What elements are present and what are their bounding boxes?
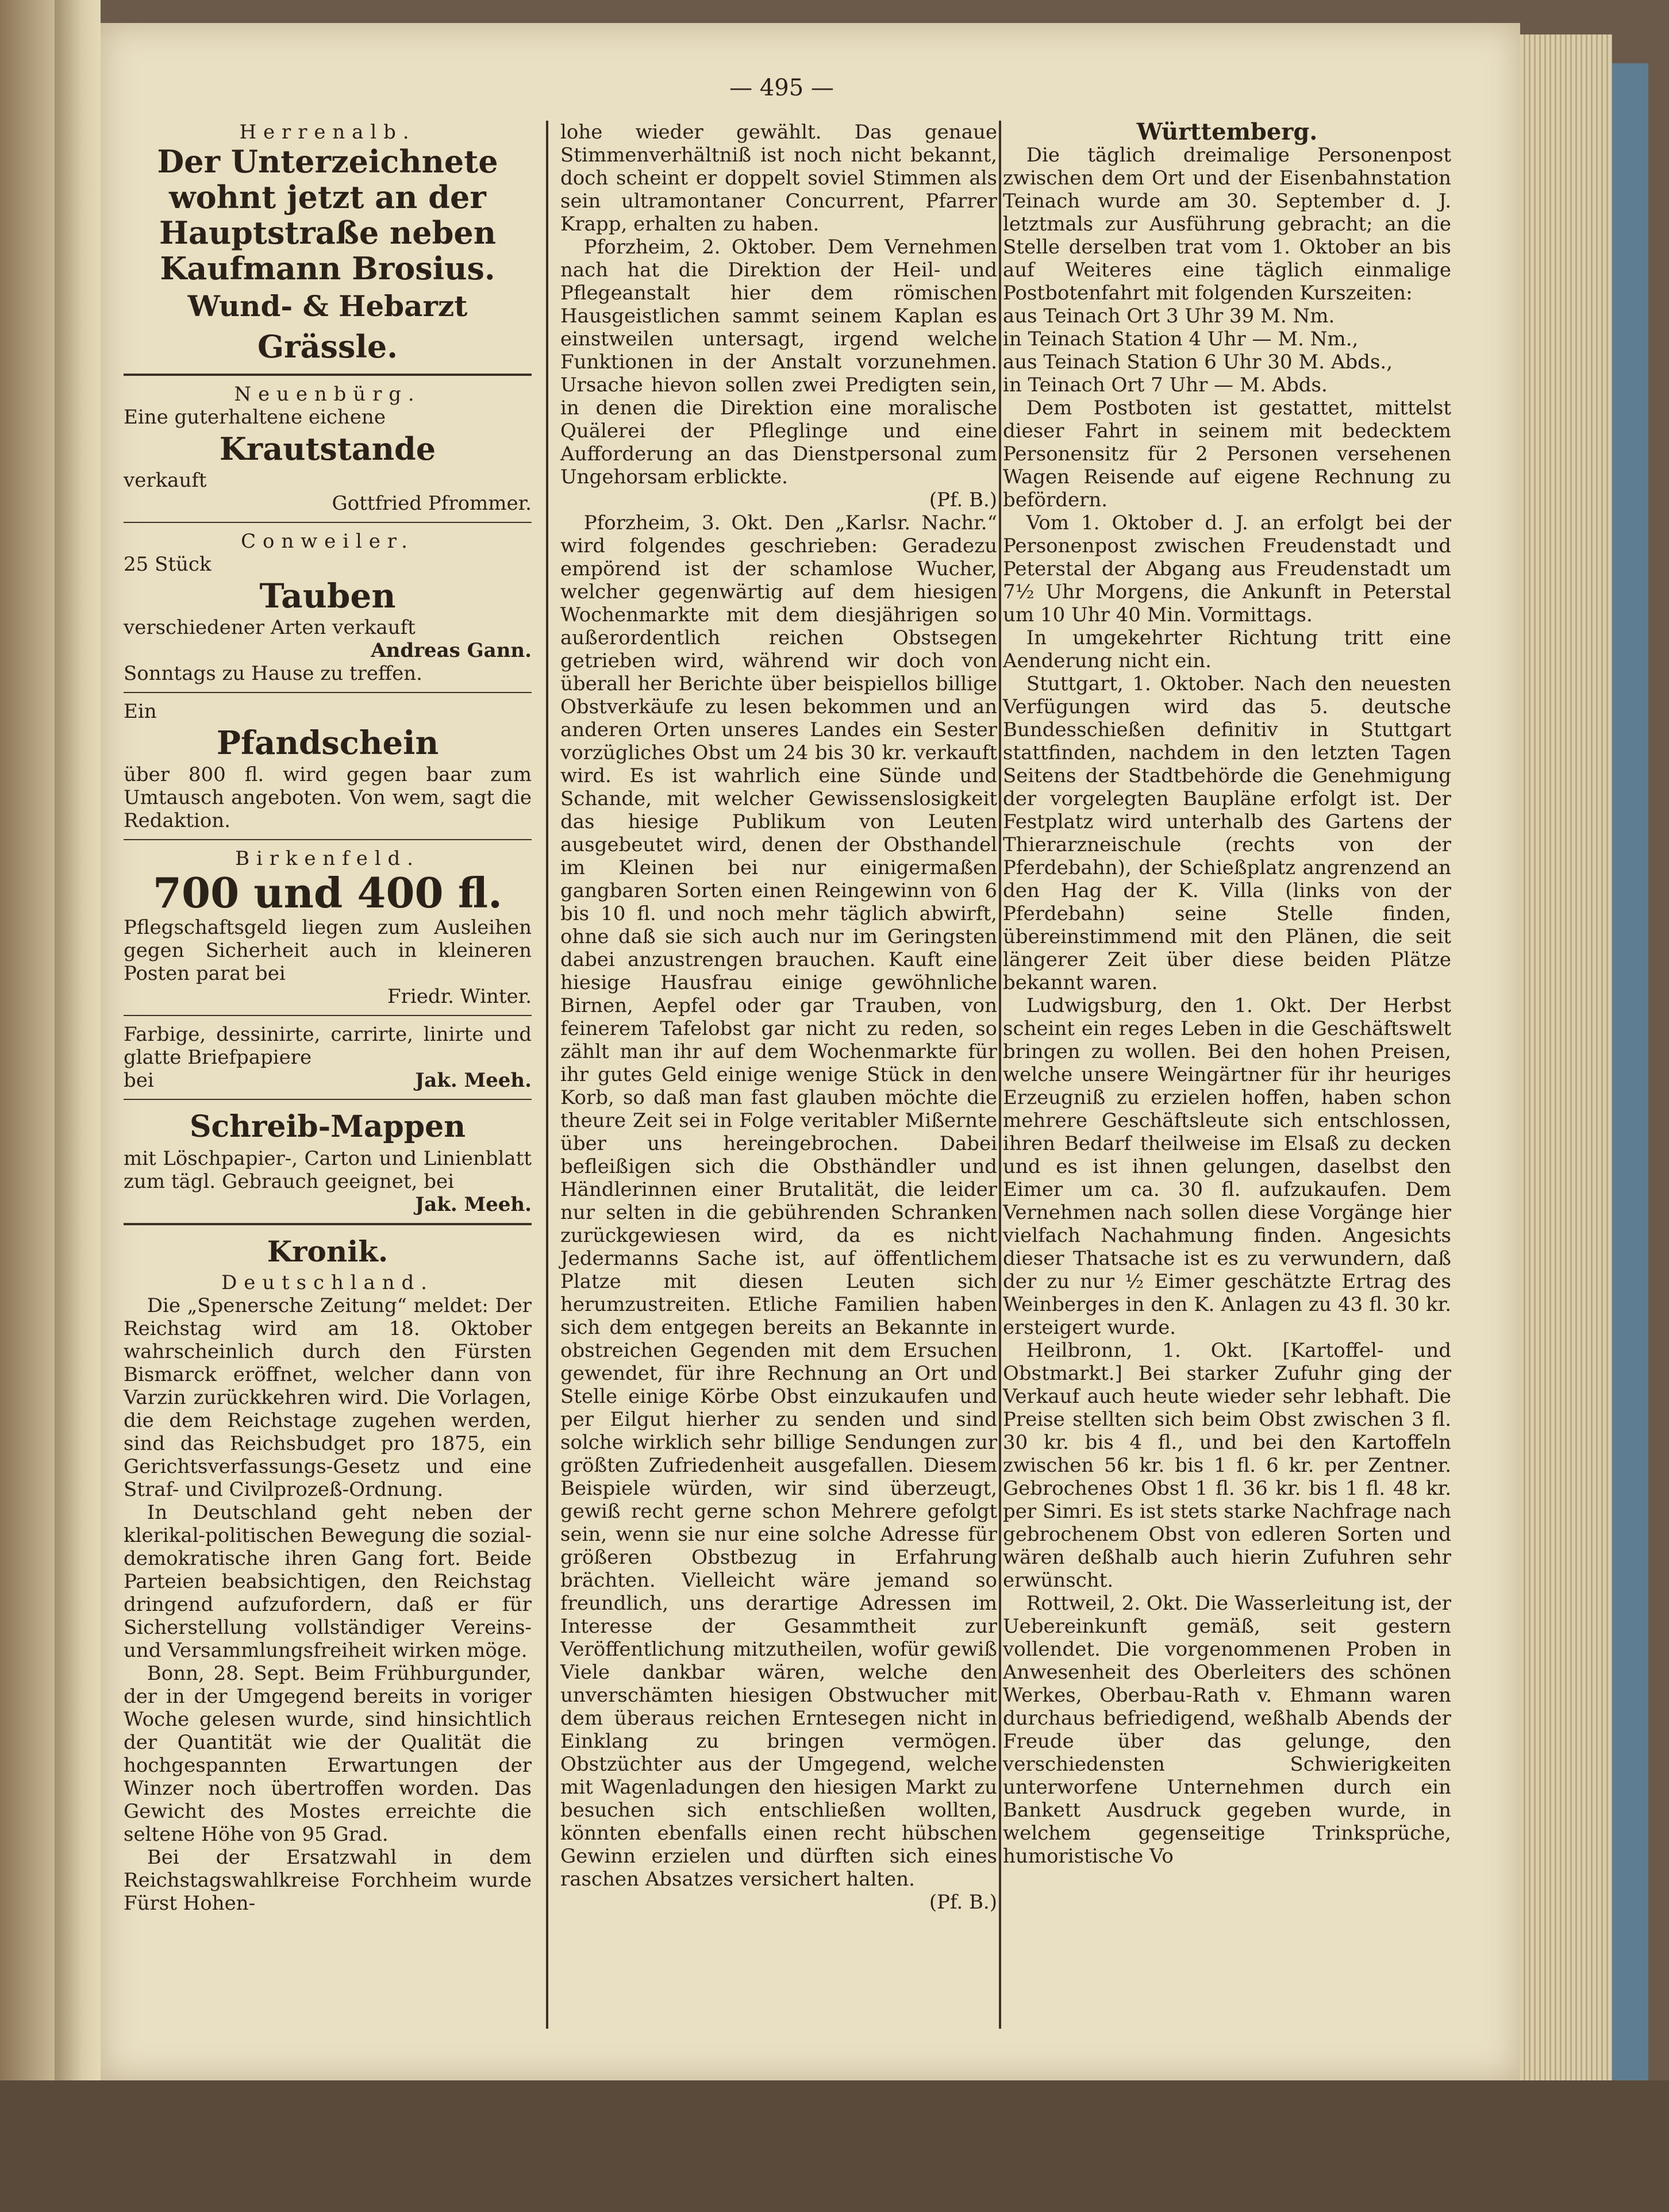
herrenalb-role: Wund- & Hebarzt <box>187 289 468 323</box>
neuenbuerg-seller: Gottfried Pfrommer. <box>332 492 532 515</box>
article-paragraph: Rottweil, 2. Okt. Die Wasserleitung ist, der Uebereinkunft gemäß, seit gestern vollendet. Die vorgenommenen Proben in Anwesenheit des Oberleiters des schönen Werkes, Oberbau-Rath v. Ehmann waren durchaus befriedigend, weßhalb Abends der Freude über das gelunge, den verschiedensten Schwierigkeiten unterworfene Unternehmen durch ein Bankett Ausdruck gegeben wurde, in welchem gegenseitige Trinksprüche, humoristische Vo <box>1003 1592 1452 1868</box>
article-paragraph: Die „Spenersche Zeitung“ meldet: Der Reichstag wird am 18. Oktober wahrscheinlich durch den Fürsten Bismarck eröffnet, welcher dann von Varzin zurückkehren wird. Die Vorlagen, die dem Reichstage zugehen werden, sind das Reichsbudget pro 1875, ein Gerichtsverfassungs-Gesetz und eine Straf- und Civilprozeß-Ordnung. <box>124 1294 532 1501</box>
article-paragraph: Die täglich dreimalige Personenpost zwischen dem Ort und der Eisenbahnstation Teinach wurde am 30. September d. J. letztmals zur Ausführung gebracht; an die Stelle derselben trat vom 1. Oktober an bis auf Weiteres eine täglich einmalige Postbotenfahrt mit folgenden Kurszeiten: <box>1003 144 1451 305</box>
pfand-ein: Ein <box>124 700 157 723</box>
left-page-edge <box>0 0 55 2212</box>
mappen-name: Jak. Meeh. <box>415 1193 532 1216</box>
birkenfeld-place: Birkenfeld. <box>235 847 420 870</box>
birkenfeld-name: Friedr. Winter. <box>387 985 532 1008</box>
article-paragraph: Vom 1. Oktober d. J. an erfolgt bei der Personenpost zwischen Freudenstadt und Peterstal der Abgang aus Freudenstadt um 7½ Uhr Morgens, die Ankunft in Peterstal um 10 Uhr 40 Min. Vormittags. <box>1003 511 1451 626</box>
column-rule-1 <box>546 121 548 2029</box>
papier-name: Jak. Meeh. <box>415 1069 532 1092</box>
column-rule-2 <box>999 121 1001 2029</box>
bottom-shadow <box>0 2080 1669 2212</box>
article-paragraph: lohe wieder gewählt. Das genaue Stimmenverhältniß ist noch nicht bekannt, doch scheint er doppelt soviel Stimmen als sein ultramontaner Concurrent, Pfarrer Krapp, erhalten zu haben. <box>560 121 997 236</box>
column-2 <box>560 121 997 1914</box>
pfand-text: über 800 fl. wird gegen baar zum Umtausch angeboten. Von wem, sagt die Redaktion. <box>124 763 532 832</box>
conweiler-when: Sonntags zu Hause zu treffen. <box>124 662 422 685</box>
divider <box>124 1099 532 1100</box>
deutschland-heading: Deutschland. <box>221 1271 434 1294</box>
papier-text: Farbige, dessinirte, carrirte, linirte und glatte Briefpapiere <box>124 1023 532 1069</box>
article-paragraph: In umgekehrter Richtung tritt eine Aenderung nicht ein. <box>1003 626 1451 672</box>
article-paragraph: Ludwigsburg, den 1. Okt. Der Herbst scheint ein reges Leben in die Geschäftswelt bringen zu wollen. Bei den hohen Preisen, welche unsere Weingärtner für ihr heuriges Erzeugniß zu erzielen hoffen, haben schon mehrere Geschäftsleute sich entschlossen, ihren Bedarf theilweise im Elsaß zu decken und es ist ihnen gelungen, daselbst den Eimer um ca. 30 fl. aufzukaufen. Dem Vernehmen nach sollen diese Vorgänge hier vielfach Nachahmung finden. Angesichts dieser Thatsache ist es zu verwundern, daß der zu nur ½ Eimer geschätzte Ertrag des Weinberges in den K. Anlagen zu 43 fl. 30 kr. ersteigert wurde. <box>1003 994 1451 1339</box>
conweiler-item: Tauben <box>259 576 396 615</box>
herrenalb-place: Herrenalb. <box>239 121 416 144</box>
article-paragraph: Heilbronn, 1. Okt. [Kartoffel- und Obstmarkt.] Bei starker Zufuhr ging der Verkauf auch heute wieder sehr lebhaft. Die Preise stellten sich beim Obst zwischen 3 fl. 30 kr. bis 4 fl., und bei den Kartoffeln zwischen 56 kr. bis 1 fl. 6 kr. per Zentner. Gebrochenes Obst 1 fl. 36 kr. bis 1 fl. 48 kr. per Simri. Es ist stets starke Nachfrage nach gebrochenem Obst von edleren Sorten und wären deßhalb auch hierin Zufuhren sehr erwünscht. <box>1003 1339 1451 1592</box>
conweiler-desc: verschiedener Arten verkauft <box>124 616 416 639</box>
divider <box>124 522 532 523</box>
source-credit: (Pf. B.) <box>929 1891 997 1914</box>
column-1 <box>124 121 532 1915</box>
schedule-line: aus Teinach Ort 3 Uhr 39 M. Nm. <box>1003 305 1335 328</box>
divider <box>124 1015 532 1016</box>
page-stack-edge <box>1520 34 1612 2080</box>
wuerttemberg-heading: Württemberg. <box>1136 118 1318 145</box>
conweiler-seller: Andreas Gann. <box>371 639 532 662</box>
conweiler-count: 25 Stück <box>124 553 211 576</box>
article-paragraph: Bonn, 28. Sept. Beim Frühburgunder, der in der Umgegend bereits in voriger Woche gelesen wurde, sind hinsichtlich der Quantität wie der Qualität die hochgespannten Erwartungen der Winzer noch übertroffen worden. Das Gewicht des Mostes erreichte die seltene Höhe von 95 Grad. <box>124 1662 532 1846</box>
neuenbuerg-place: Neuenbürg. <box>234 383 421 406</box>
schedule-line: aus Teinach Station 6 Uhr 30 M. Abds., <box>1003 351 1393 374</box>
mappen-title: Schreib-Mappen <box>189 1109 466 1144</box>
article-paragraph: Pforzheim, 2. Oktober. Dem Vernehmen nach hat die Direktion der Heil- und Pflegeanstalt hier dem römischen Hausgeistlichen sammt seinem Kaplan es einstweilen untersagt, irgend welche Funktionen in der Anstalt vorzunehmen. Ursache hievon sollen zwei Predigten sein, in denen die Direktion eine moralische Quälerei der Pfleglinge und eine Aufforderung an das Dienstpersonal zum Ungehorsam erblickte. <box>560 236 997 488</box>
article-paragraph: Dem Postboten ist gestattet, mittelst dieser Fahrt in seinem mit bedecktem Personensitz für 2 Personen versehenen Wagen Reisende auf eigene Rechnung zu befördern. <box>1003 397 1451 511</box>
neuenbuerg-sells: verkauft <box>124 469 207 492</box>
source-credit: (Pf. B.) <box>929 488 997 511</box>
herrenalb-name: Grässle. <box>257 328 398 365</box>
herrenalb-ad: Der Unterzeichnete wohnt jetzt an der Hauptstraße neben Kaufmann Brosius. <box>157 143 498 287</box>
divider <box>124 692 532 693</box>
book-gutter <box>55 0 101 2212</box>
divider <box>124 839 532 840</box>
divider <box>124 374 532 376</box>
article-paragraph: In Deutschland geht neben der klerikal-politischen Bewegung die sozial-demokratische ihren Gang fort. Beide Parteien beabsichtigen, den Reichstag dringend aufzufordern, daß er für Sicherstellung vollständiger Vereins- und Versammlungsfreiheit wirken möge. <box>124 1501 532 1662</box>
schedule-line: in Teinach Ort 7 Uhr — M. Abds. <box>1003 374 1328 397</box>
kronik-heading: Kronik. <box>267 1234 389 1268</box>
schedule-line: in Teinach Station 4 Uhr — M. Nm., <box>1003 328 1359 351</box>
birkenfeld-text: Pflegschaftsgeld liegen zum Ausleihen gegen Sicherheit auch in kleineren Posten parat bei <box>124 916 532 985</box>
page-number: — 495 — <box>729 75 834 101</box>
pfand-item: Pfandschein <box>216 724 439 762</box>
neuenbuerg-item: Krautstande <box>219 430 436 467</box>
mappen-text: mit Löschpapier-, Carton und Linienblatt zum tägl. Gebrauch geeignet, bei <box>124 1147 532 1193</box>
article-paragraph: Bei der Ersatzwahl in dem Reichstagswahlkreise Forchheim wurde Fürst Hohen- <box>124 1846 532 1915</box>
conweiler-place: Conweiler. <box>241 530 414 553</box>
article-paragraph: Stuttgart, 1. Oktober. Nach den neuesten Verfügungen wird das 5. deutsche Bundesschießen definitiv in Stuttgart stattfinden, nachdem in den letzten Tagen Seitens der Stadtbehörde die Genehmigung der vorgelegten Baupläne erfolgt ist. Der Festplatz wird unterhalb des Gartens der Thierarzneischule (rechts von der Pferdebahn), der Schießplatz angrenzend an den Hag der K. Villa (links von der Pferdebahn) seine Stelle finden, übereinstimmend mit den Plänen, die seit längerer Zeit über diese beiden Plätze bekannt waren. <box>1003 672 1451 994</box>
birkenfeld-amount: 700 und 400 fl. <box>152 868 503 917</box>
divider <box>124 1223 532 1225</box>
column-3 <box>1003 118 1452 1868</box>
papier-row <box>124 1069 532 1092</box>
papier-bei: bei <box>124 1069 154 1092</box>
neuenbuerg-line: Eine guterhaltene eichene <box>124 406 386 429</box>
article-paragraph: Pforzheim, 3. Okt. Den „Karlsr. Nachr.“ wird folgendes geschrieben: Geradezu empörend ist der schamlose Wucher, welcher gegenwärtig auf dem hiesigen Wochenmarkte mit dem diesjährigen so außerordentlich reichen Obstsegen getrieben wird, während wir doch von überall her Berichte über beispiellos billige Obstverkäufe zu lesen bekommen und an anderen Orten unseres Landes ein Sester vorzügliches Obst um 24 bis 30 kr. verkauft wird. Es ist wahrlich eine Sünde und Schande, mit welcher Gewissenslosigkeit das hiesige Publikum von Leuten ausgebeutet wird, denen der Obsthandel im Kleinen bei nur einigermaßen gangbaren Sorten einen Reingewinn von 6 bis 10 fl. und noch mehr täglich abwirft, ohne daß sie sich auch nur im Geringsten dabei anzustrengen brauchen. Kauft eine hiesige Hausfrau einige gewöhnliche Birnen, Aepfel oder gar Trauben, von feinerem Tafelobst gar nicht zu reden, so zählt man ihr auf dem Wochenmarkte für ihr gutes Geld einige wenige Stück in den Korb, so daß man fast glauben möchte die theure Zeit sei in Folge veritabler Mißernte über uns hereingebrochen. Dabei befleißigen sich die Obsthändler und Händlerinnen einer Brutalität, die leider nur selten in die gebührenden Schranken zurückgewiesen wird, da es nicht Jedermanns Sache ist, auf öffentlichem Platze mit diesen Leuten sich herumzustreiten. Etliche Familien haben sich dem entgegen bereits an Bekannte in obstreichen Gegenden mit dem Ersuchen gewendet, für ihre Rechnung an Ort und Stelle einige Körbe Obst einzukaufen und per Eilgut hierher zu senden und sind solche wirklich sehr billige Sendungen zur größten Zufriedenheit ausgefallen. Diesem Beispiele würden, wir sind überzeugt, gewiß recht gerne schon Mehrere gefolgt sein, wenn sie nur eine solche Adresse für größeren Obstbezug in Erfahrung brächten. Vielleicht wäre jemand so freundlich, uns derartige Adressen im Interesse der Gesammtheit zur Veröffentlichung mitzutheilen, wofür gewiß Viele dankbar wären, welche den unverschämten hiesigen Obstwucher mit dem überaus reichen Erntesegen nicht in Einklang zu bringen vermögen. Obstzüchter aus der Umgegend, welche mit Wagenladungen den hiesigen Markt zu besuchen sich entschließen wollten, könnten ebenfalls einen recht hübschen Gewinn erzielen und dürften sich eines raschen Absatzes versichert halten. <box>560 511 997 1891</box>
